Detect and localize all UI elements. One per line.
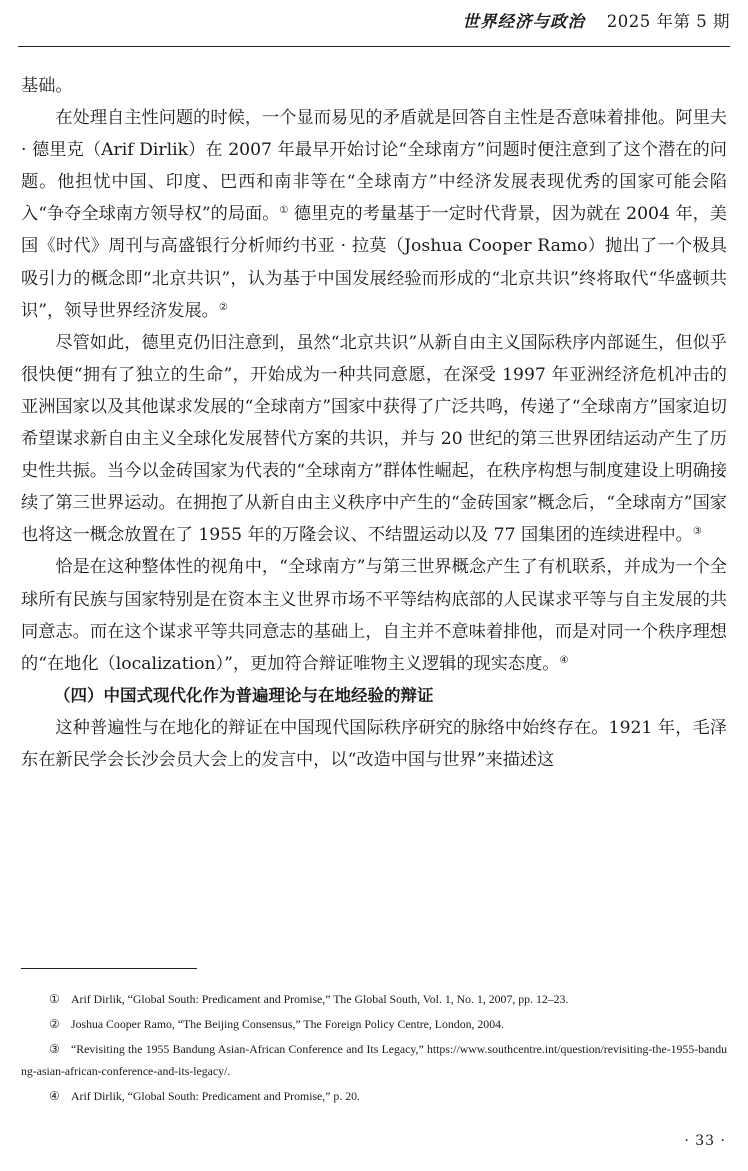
section-heading: （四）中国式现代化作为普遍理论与在地经验的辩证 <box>54 685 434 705</box>
paragraph-3 <box>21 551 727 679</box>
footnote-2 <box>21 1013 727 1035</box>
footnote-3 <box>21 1038 727 1082</box>
footnote-text: Joshua Cooper Ramo, “The Beijing Consensus,” The Foreign Policy Centre, London, 2004. <box>71 1017 504 1031</box>
footnote-ref-1[interactable]: ① <box>279 205 289 217</box>
paragraph-0 <box>21 70 727 102</box>
journal-header <box>463 8 730 32</box>
footnote-number: ① <box>49 992 60 1006</box>
issue-number: 2025 年第 5 期 <box>606 12 730 31</box>
footnote-number: ④ <box>49 1089 60 1103</box>
footnote-ref-3[interactable]: ③ <box>692 526 702 538</box>
paragraph-text: 在处理自主性问题的时候，一个显而易见的矛盾就是回答自主性是否意味着排他。阿里夫 · 德里克（Arif Dirlik）在 2007 年最早开始讨论“全球南方”问题时便注意到了这个潜在的问题。他担忧中国、印度、巴西和南非等在“全球南方”中经济发展表现优秀的国家可能会陷入“争夺全球南方领导权”的局面。 <box>21 108 727 225</box>
footnote-text: Arif Dirlik, “Global South: Predicament and Promise,” p. 20. <box>71 1089 360 1103</box>
footnotes <box>21 988 727 1110</box>
paragraph-2 <box>21 327 727 552</box>
paragraph-text: 恰是在这种整体性的视角中，“全球南方”与第三世界概念产生了有机联系，并成为一个全球所有民族与国家特别是在资本主义世界市场不平等结构底部的人民谋求平等与自主发展的共同意志。而在这个谋求平等共同意志的基础上，自主并不意味着排他，而是对同一个秩序理想的“在地化（localization）”，更加符合辩证唯物主义逻辑的现实态度。 <box>21 557 727 674</box>
footnote-1 <box>21 988 727 1010</box>
footnote-ref-4[interactable]: ④ <box>559 654 569 666</box>
article-body <box>21 70 727 776</box>
journal-name: 世界经济与政治 <box>462 12 586 31</box>
paragraph-text-continued: 德里克的考量基于一定时代背景，因为就在 2004 年，美国《时代》周刊与高盛银行分析师约书亚 · 拉莫（Joshua Cooper Ramo）抛出了一个极具吸引力的概念即“北京共识”，认为基于中国发展经验而形成的“北京共识”终将取代“华盛顿共识”，领导世界经济发展。 <box>21 204 727 321</box>
footnote-number: ② <box>49 1017 60 1031</box>
paragraph-text: 基础。 <box>21 76 73 96</box>
paragraph-text: 这种普遍性与在地化的辩证在中国现代国际秩序研究的脉络中始终存在。1921 年，毛泽东在新民学会长沙会员大会上的发言中，以“改造中国与世界”来描述这 <box>21 717 727 770</box>
footnote-number: ③ <box>49 1042 60 1056</box>
footnote-ref-2[interactable]: ② <box>218 301 228 313</box>
paragraph-1 <box>21 102 727 327</box>
page-number: · 33 · <box>684 1133 726 1149</box>
paragraph-4 <box>21 712 727 776</box>
paragraph-text: 尽管如此，德里克仍旧注意到，虽然“北京共识”从新自由主义国际秩序内部诞生，但似乎很快便“拥有了独立的生命”，开始成为一种共同意愿，在深受 1997 年亚洲经济危机冲击的亚洲国家以及其他谋求发展的“全球南方”国家中获得了广泛共鸣，传递了“全球南方”国家迫切希望谋求新自由主义全球化发展替代方案的共识，并与 20 世纪的第三世界团结运动产生了历史性共振。当今以金砖国家为代表的“全球南方”群体性崛起，在秩序构想与制度建设上明确接续了第三世界运动。在拥抱了从新自由主义秩序中产生的“金砖国家”概念后，“全球南方”国家也将这一概念放置在了 1955 年的万隆会议、不结盟运动以及 77 国集团的连续进程中。 <box>21 332 727 546</box>
footnote-divider <box>21 968 197 969</box>
footnote-text: Arif Dirlik, “Global South: Predicament and Promise,” The Global South, Vol. 1, No. 1, 2007, pp. 12–23. <box>71 992 569 1006</box>
footnote-4 <box>21 1085 727 1107</box>
footnote-text: “Revisiting the 1955 Bandung Asian-African Conference and Its Legacy,” https://www.southcentre.int/question/revisiting-the-1955-bandung-asian-african-conference-and-its-legacy/. <box>21 1042 727 1078</box>
